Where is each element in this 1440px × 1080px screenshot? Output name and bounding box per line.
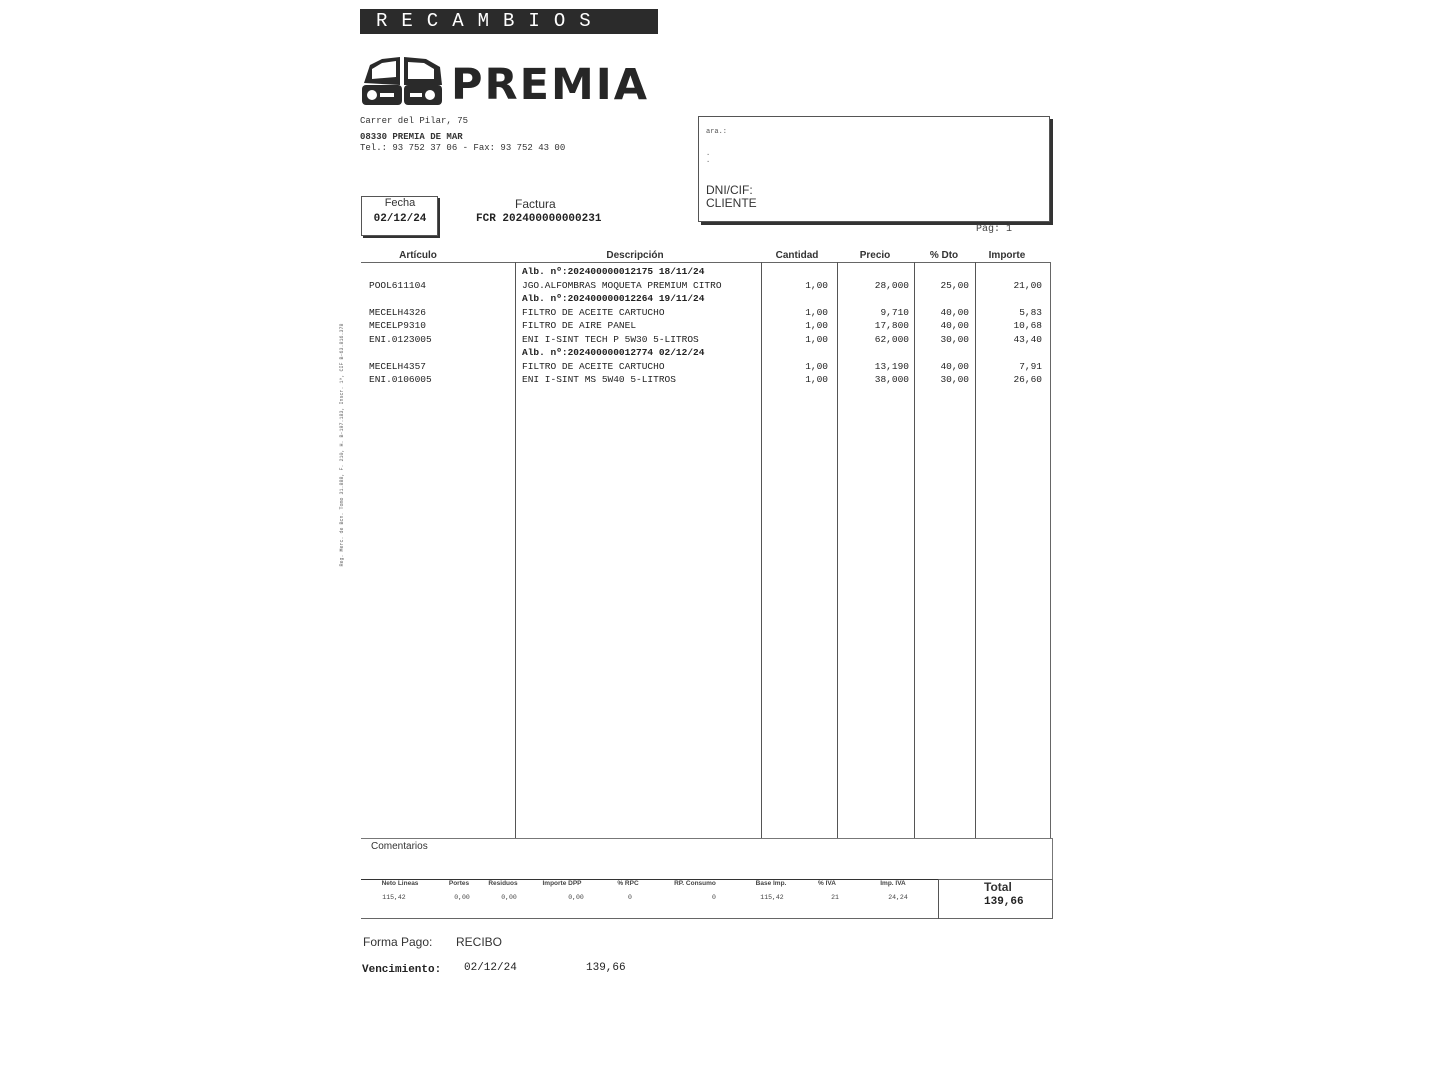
totals-value: 0,00 [568, 894, 584, 901]
comments-label: Comentarios [371, 841, 428, 852]
cell-precio: 62,000 [874, 333, 909, 345]
column-divider [515, 262, 516, 839]
totals-header: % RPC [617, 880, 639, 887]
totals-header: Neto Lineas [381, 880, 419, 887]
page-number: Pag: 1 [976, 224, 1013, 235]
total-amount: 139,66 [984, 896, 1024, 908]
cell-importe: 5,83 [1019, 306, 1042, 318]
factura-label: Factura [515, 197, 556, 211]
header-dto: % Dto [929, 250, 959, 261]
client-line: ara.: [706, 128, 728, 136]
cell-articulo: POOL611104 [369, 279, 427, 291]
total-label: Total [984, 880, 1012, 894]
fecha-label: Fecha [384, 197, 416, 209]
registry-note: Reg. Merc. de Bcn. Tomo 31.888, F. 210, H. B-197.183, Inscr. 1ª, CIF B-63.816.378 [339, 323, 345, 567]
cell-importe: 21,00 [1013, 279, 1042, 291]
column-divider [975, 262, 976, 839]
company-city: 08330 PREMIA DE MAR [360, 132, 463, 142]
cell-descripcion: FILTRO DE ACEITE CARTUCHO [522, 360, 665, 372]
totals-value: 0 [628, 894, 632, 901]
cell-descripcion: JGO.ALFOMBRAS MOQUETA PREMIUM CITRO [522, 279, 722, 291]
totals-value: 115,42 [760, 894, 784, 901]
totals-value: 24,24 [888, 894, 908, 901]
company-street: Carrer del Pilar, 75 [360, 116, 469, 126]
due-date-label: Vencimiento: [362, 964, 442, 976]
client-line: . [706, 150, 711, 158]
comments-box [361, 838, 1053, 880]
column-divider [837, 262, 838, 839]
cell-cantidad: 1,00 [805, 306, 828, 318]
cliente-label: CLIENTE [706, 196, 757, 210]
cell-dto: 30,00 [940, 333, 969, 345]
cell-cantidad: 1,00 [805, 279, 828, 291]
totals-header: RP. Consumo [674, 880, 716, 887]
due-date: 02/12/24 [464, 962, 517, 974]
brand-bar: RECAMBIOS [360, 9, 658, 34]
cell-importe: 43,40 [1013, 333, 1042, 345]
cell-articulo: ENI.0106005 [369, 374, 432, 385]
client-line: . [706, 157, 711, 165]
cell-precio: 17,800 [874, 320, 909, 331]
totals-value: 0,00 [501, 894, 517, 901]
cell-dto: 40,00 [940, 360, 969, 372]
header-precio: Precio [859, 250, 891, 261]
column-divider [914, 262, 915, 839]
cell-precio: 9,710 [880, 306, 909, 318]
totals-value: 0,00 [454, 894, 470, 901]
cell-cantidad: 1,00 [805, 374, 828, 385]
cell-descripcion: ENI I-SINT TECH P 5W30 5-LITROS [522, 333, 699, 345]
cell-cantidad: 1,00 [805, 360, 828, 372]
column-divider [761, 262, 762, 839]
cell-precio: 28,000 [874, 279, 909, 291]
brand-name: PREMIA [451, 60, 650, 110]
cell-descripcion: ENI I-SINT MS 5W40 5-LITROS [522, 374, 676, 385]
fecha-value: 02/12/24 [373, 213, 427, 225]
cell-precio: 13,190 [874, 360, 909, 372]
header-importe: Importe [988, 250, 1026, 261]
cell-articulo: MECELH4326 [369, 306, 427, 318]
cell-dto: 40,00 [940, 306, 969, 318]
header-descripcion: Descripción [606, 250, 664, 261]
cell-descripcion: FILTRO DE ACEITE CARTUCHO [522, 306, 665, 318]
cell-descripcion: Alb. nº:202400000012264 19/11/24 [522, 293, 705, 304]
header-articulo: Artículo [399, 250, 437, 261]
payment-method: RECIBO [456, 935, 503, 949]
cell-importe: 26,60 [1013, 374, 1042, 385]
totals-value: 0 [712, 894, 716, 901]
totals-header: Portes [448, 880, 470, 887]
company-phone: Tel.: 93 752 37 06 - Fax: 93 752 43 00 [360, 143, 566, 153]
cell-dto: 30,00 [940, 374, 969, 385]
totals-header: Imp. IVA [880, 880, 906, 887]
header-cantidad: Cantidad [775, 250, 819, 261]
cell-precio: 38,000 [874, 374, 909, 385]
car-logo-icon [360, 55, 444, 109]
factura-number: FCR 202400000000231 [476, 213, 602, 225]
cell-descripcion: Alb. nº:202400000012175 18/11/24 [522, 266, 705, 277]
cell-descripcion: FILTRO DE AIRE PANEL [522, 320, 637, 331]
cell-articulo: MECELH4357 [369, 360, 427, 372]
cell-articulo: ENI.0123005 [369, 333, 432, 345]
cell-importe: 7,91 [1019, 360, 1042, 372]
cell-articulo: MECELP9310 [369, 320, 427, 331]
cell-dto: 40,00 [940, 320, 969, 331]
payment-method-label: Forma Pago: [363, 935, 433, 949]
totals-header: Base Imp. [755, 880, 787, 887]
cell-descripcion: Alb. nº:202400000012774 02/12/24 [522, 347, 705, 358]
totals-header: Residuos [488, 880, 518, 887]
cell-cantidad: 1,00 [805, 333, 828, 345]
dni-label: DNI/CIF: [706, 183, 753, 197]
totals-header: % IVA [818, 880, 836, 887]
totals-value: 115,42 [382, 894, 406, 901]
cell-importe: 10,68 [1013, 320, 1042, 331]
cell-cantidad: 1,00 [805, 320, 828, 331]
totals-header: Importe DPP [542, 880, 582, 887]
totals-value: 21 [831, 894, 839, 901]
due-amount: 139,66 [586, 962, 626, 974]
cell-dto: 25,00 [940, 279, 969, 291]
